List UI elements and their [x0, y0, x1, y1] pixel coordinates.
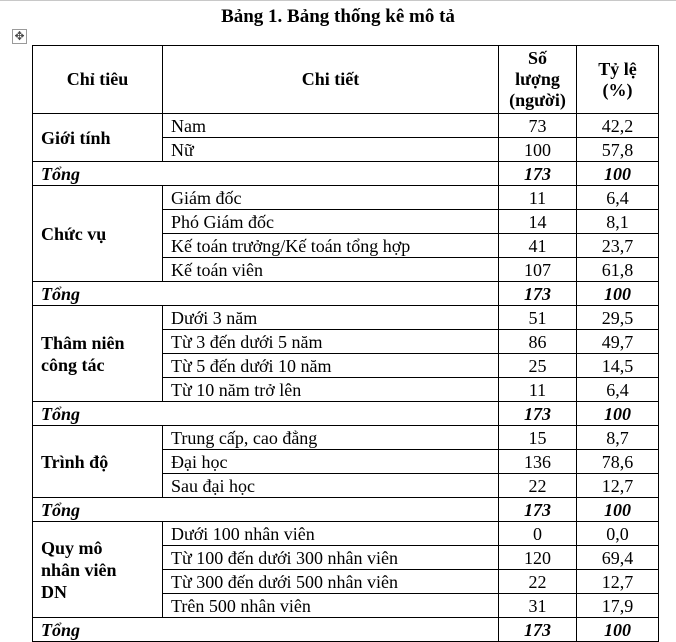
count-cell: 120	[499, 546, 577, 570]
detail-cell: Trung cấp, cao đẳng	[163, 426, 499, 450]
total-ratio-cell: 100	[577, 618, 659, 642]
table-row	[33, 522, 659, 546]
detail-cell: Phó Giám đốc	[163, 210, 499, 234]
detail-cell: Từ 300 đến dưới 500 nhân viên	[163, 570, 499, 594]
total-count-cell: 173	[499, 162, 577, 186]
count-cell: 100	[499, 138, 577, 162]
count-cell: 22	[499, 474, 577, 498]
ratio-cell: 69,4	[577, 546, 659, 570]
ratio-cell: 42,2	[577, 114, 659, 138]
count-cell: 73	[499, 114, 577, 138]
ratio-cell: 12,7	[577, 474, 659, 498]
table-row	[33, 114, 659, 138]
group-label	[33, 306, 163, 402]
detail-cell: Đại học	[163, 450, 499, 474]
group-label	[33, 426, 163, 498]
detail-cell: Kế toán viên	[163, 258, 499, 282]
ratio-cell: 0,0	[577, 522, 659, 546]
count-cell: 15	[499, 426, 577, 450]
total-row	[33, 162, 659, 186]
total-count-cell: 173	[499, 402, 577, 426]
page-top-edge	[0, 0, 676, 1]
detail-cell: Từ 100 đến dưới 300 nhân viên	[163, 546, 499, 570]
group-label-line: công tác	[41, 354, 105, 375]
group-label	[33, 114, 163, 162]
count-cell: 136	[499, 450, 577, 474]
group-label-line: Giới tính	[41, 127, 111, 148]
total-row	[33, 498, 659, 522]
ratio-cell: 12,7	[577, 570, 659, 594]
count-cell: 31	[499, 594, 577, 618]
header-count-line-1: Số	[527, 48, 547, 68]
header-count-line-3: (người)	[509, 90, 566, 110]
detail-cell: Từ 10 năm trở lên	[163, 378, 499, 402]
total-ratio-cell: 100	[577, 402, 659, 426]
total-label: Tổng	[33, 282, 499, 306]
total-row	[33, 282, 659, 306]
detail-cell: Dưới 100 nhân viên	[163, 522, 499, 546]
detail-cell: Nữ	[163, 138, 499, 162]
count-cell: 11	[499, 186, 577, 210]
table-row	[33, 186, 659, 210]
total-label: Tổng	[33, 498, 499, 522]
detail-cell: Trên 500 nhân viên	[163, 594, 499, 618]
ratio-cell: 29,5	[577, 306, 659, 330]
ratio-cell: 23,7	[577, 234, 659, 258]
count-cell: 11	[499, 378, 577, 402]
ratio-cell: 49,7	[577, 330, 659, 354]
count-cell: 86	[499, 330, 577, 354]
count-cell: 14	[499, 210, 577, 234]
table-body	[33, 114, 659, 642]
ratio-cell: 61,8	[577, 258, 659, 282]
group-label-line: Quy mô	[41, 537, 103, 558]
group-label-line: Chức vụ	[41, 223, 107, 244]
total-ratio-cell: 100	[577, 282, 659, 306]
table-row	[33, 306, 659, 330]
ratio-cell: 57,8	[577, 138, 659, 162]
total-label: Tổng	[33, 162, 499, 186]
detail-cell: Nam	[163, 114, 499, 138]
statistics-table	[32, 45, 659, 642]
total-count-cell: 173	[499, 282, 577, 306]
header-ratio	[577, 46, 659, 114]
detail-cell: Kế toán trưởng/Kế toán tổng hợp	[163, 234, 499, 258]
count-cell: 51	[499, 306, 577, 330]
group-label	[33, 522, 163, 618]
count-cell: 22	[499, 570, 577, 594]
total-ratio-cell: 100	[577, 162, 659, 186]
ratio-cell: 6,4	[577, 378, 659, 402]
ratio-cell: 14,5	[577, 354, 659, 378]
table-row	[33, 426, 659, 450]
group-label-line: nhân viên	[41, 559, 117, 580]
detail-cell: Sau đại học	[163, 474, 499, 498]
total-ratio-cell: 100	[577, 498, 659, 522]
group-label-line: DN	[41, 581, 67, 602]
count-cell: 25	[499, 354, 577, 378]
detail-cell: Từ 5 đến dưới 10 năm	[163, 354, 499, 378]
detail-cell: Dưới 3 năm	[163, 306, 499, 330]
total-row	[33, 402, 659, 426]
header-detail: Chi tiết	[163, 46, 499, 114]
count-cell: 41	[499, 234, 577, 258]
header-indicator: Chỉ tiêu	[33, 46, 163, 114]
total-label: Tổng	[33, 618, 499, 642]
header-count	[499, 46, 577, 114]
group-label	[33, 186, 163, 282]
total-label: Tổng	[33, 402, 499, 426]
ratio-cell: 17,9	[577, 594, 659, 618]
ratio-cell: 78,6	[577, 450, 659, 474]
count-cell: 107	[499, 258, 577, 282]
ratio-cell: 8,7	[577, 426, 659, 450]
ratio-cell: 8,1	[577, 210, 659, 234]
ratio-cell: 6,4	[577, 186, 659, 210]
header-count-line-2: lượng	[515, 69, 560, 89]
header-row	[33, 46, 659, 114]
header-ratio-line-1: Tỷ lệ	[598, 58, 637, 79]
move-cross-icon[interactable]: ✥	[12, 29, 27, 44]
header-ratio-line-2: (%)	[602, 79, 633, 100]
group-label-line: Trình độ	[41, 451, 109, 472]
table-title: Bảng 1. Bảng thống kê mô tả	[221, 6, 455, 27]
total-count-cell: 173	[499, 498, 577, 522]
detail-cell: Từ 3 đến dưới 5 năm	[163, 330, 499, 354]
detail-cell: Giám đốc	[163, 186, 499, 210]
count-cell: 0	[499, 522, 577, 546]
group-label-line: Thâm niên	[41, 332, 125, 353]
total-count-cell: 173	[499, 618, 577, 642]
